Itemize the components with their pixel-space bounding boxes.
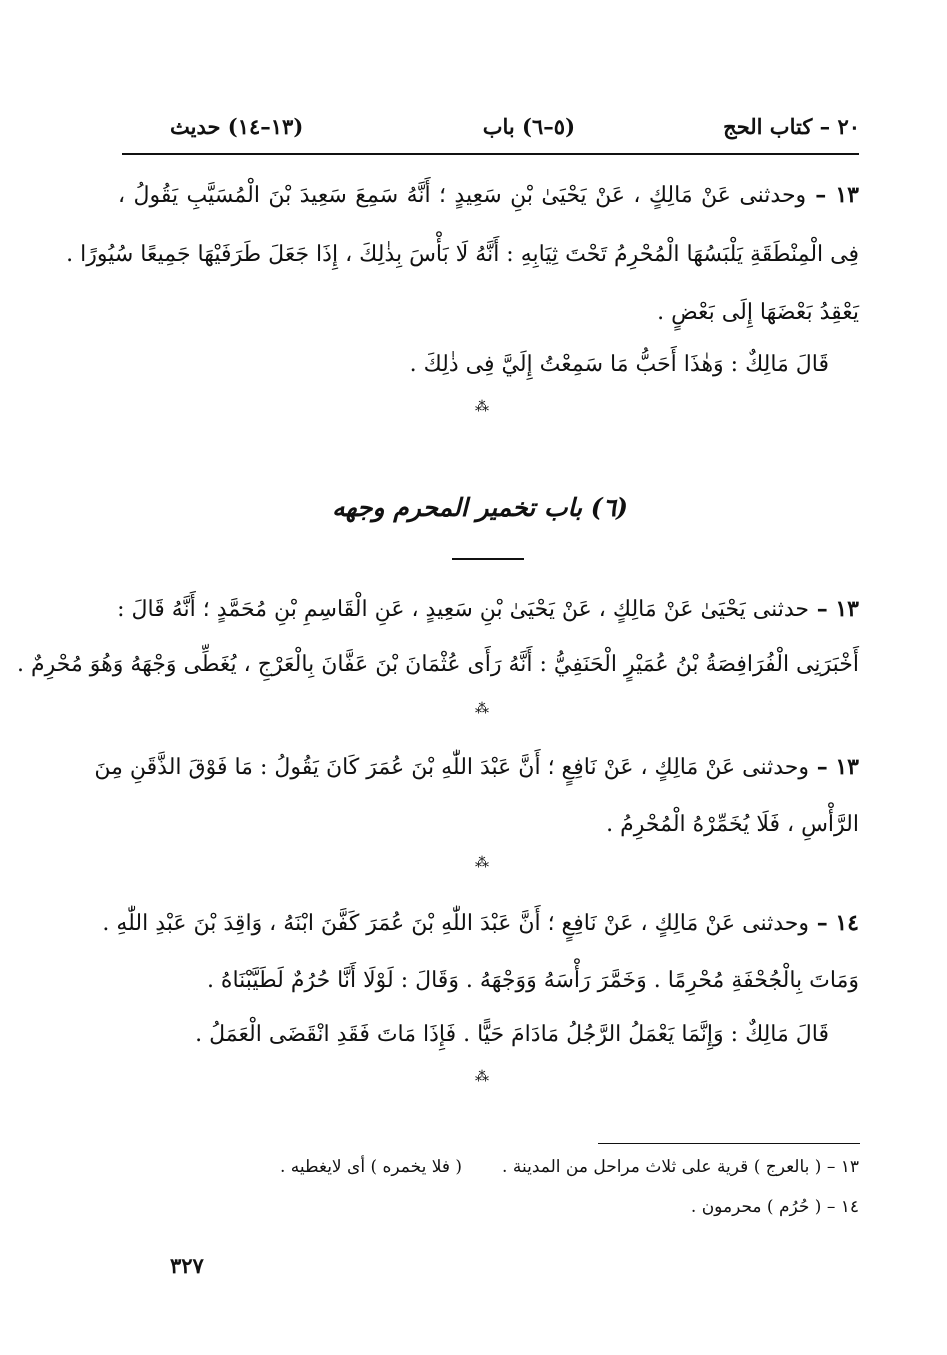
- hadith-13a-line-1: [118, 180, 859, 211]
- page-number: ٣٢٧: [170, 1253, 204, 1278]
- hadith-13c-line-1: [94, 752, 859, 783]
- hadith-text: وحدثنى عَنْ مَالِكٍ ، عَنْ نَافِعٍ ؛ أَنَّ عَبْدَ اللّٰهِ بْنَ عُمَرَ كَانَ يَقُولُ : مَا فَوْقَ الذَّقَنِ مِنَ: [94, 755, 810, 780]
- title-rule: [452, 558, 524, 560]
- hadith-14-line-2: وَمَاتَ بِالْجُحْفَةِ مُحْرِمًا . وَخَمَّرَ رَأْسَهُ وَوَجْهَهُ . وَقَالَ : لَوْلَا أَنَّا حُرُمٌ لَطَيَّبْنَاهُ .: [206, 968, 859, 993]
- hadith-number: ١٣ –: [809, 754, 859, 780]
- hadith-number: ١٤ –: [809, 910, 859, 936]
- hadith-13c-line-2: الرَّأْسِ ، فَلَا يُخَمِّرْهُ الْمُحْرِمُ .: [606, 812, 859, 837]
- asterism-separator: ⁂: [475, 855, 489, 871]
- footnote-rule: [598, 1143, 860, 1144]
- hadith-14-line-3: قَالَ مَالِكٌ : وَإِنَّمَا يَعْمَلُ الرَّجُلُ مَادَامَ حَيًّا . فَإِذَا مَاتَ فَقَدِ انْقَضَى الْعَمَلُ .: [195, 1022, 829, 1047]
- footnote-13-a: ١٣ – ( بالعرج ) قرية على ثلاث مراحل من المدينة .: [502, 1157, 859, 1177]
- header-section: (٥–٦) باب: [482, 114, 575, 139]
- hadith-number: ١٣ –: [806, 182, 859, 208]
- header-rule: [122, 153, 859, 155]
- hadith-number: ١٣ –: [809, 596, 859, 622]
- hadith-14-line-1: [102, 908, 859, 939]
- footnote-13: [280, 1154, 859, 1180]
- header-chapter: ٢٠ – كتاب الحج: [723, 114, 860, 139]
- asterism-separator: ⁂: [475, 399, 489, 415]
- hadith-13a-line-2: فِى الْمِنْطَقَةِ يَلْبَسُهَا الْمُحْرِمُ تَحْتَ ثِيَابِهِ : أَنَّهُ لَا بَأْسَ بِذٰلِكَ ، إِذَا جَعَلَ طَرَفَيْهَا جَمِيعًا سُيُورًا .: [66, 242, 859, 267]
- footnote-13-b: ( فلا يخمره ) أى لايغطيه .: [280, 1157, 463, 1177]
- hadith-13a-line-3: يَعْقِدُ بَعْضَهَا إِلَى بَعْضٍ .: [657, 300, 859, 325]
- running-header: [160, 108, 860, 148]
- asterism-separator: ⁂: [475, 701, 489, 717]
- chapter-title: (٦) باب تخمير المحرم وجهه: [332, 493, 628, 522]
- footnote-14: ١٤ – ( حُرُم ) محرمون .: [690, 1197, 859, 1217]
- hadith-text: وحدثنى عَنْ مَالِكٍ ، عَنْ يَحْيَىٰ بْنِ سَعِيدٍ ؛ أَنَّهُ سَمِعَ سَعِيدَ بْنَ الْمُسَيَّبِ يَقُولُ ،: [118, 183, 807, 208]
- hadith-13b-line-1: [118, 594, 859, 625]
- hadith-text: وحدثنى عَنْ مَالِكٍ ، عَنْ نَافِعٍ ؛ أَنَّ عَبْدَ اللّٰهِ بْنَ عُمَرَ كَفَّنَ ابْنَهُ ، وَاقِدَ بْنَ عَبْدِ اللّٰهِ .: [102, 911, 810, 936]
- hadith-13b-line-2: أَخْبَرَنِى الْفُرَافِصَةُ بْنُ عُمَيْرٍ الْحَنَفِيُّ : أَنَّهُ رَأَى عُثْمَانَ بْنَ عَفَّانَ بِالْعَرْجِ ، يُغَطِّى وَجْهَهُ وَهُوَ مُحْرِمٌ .: [17, 652, 859, 677]
- hadith-text: حدثنى يَحْيَىٰ عَنْ مَالِكٍ ، عَنْ يَحْيَىٰ بْنِ سَعِيدٍ ، عَنِ الْقَاسِمِ بْنِ مُحَمَّدٍ ؛ أَنَّهُ قَالَ :: [117, 597, 810, 622]
- hadith-13a-line-4: قَالَ مَالِكٌ : وَهٰذَا أَحَبُّ مَا سَمِعْتُ إِلَيَّ فِى ذٰلِكَ .: [409, 352, 829, 377]
- header-hadith-range: (١٣–١٤) حديث: [170, 114, 304, 139]
- asterism-separator: ⁂: [475, 1069, 489, 1085]
